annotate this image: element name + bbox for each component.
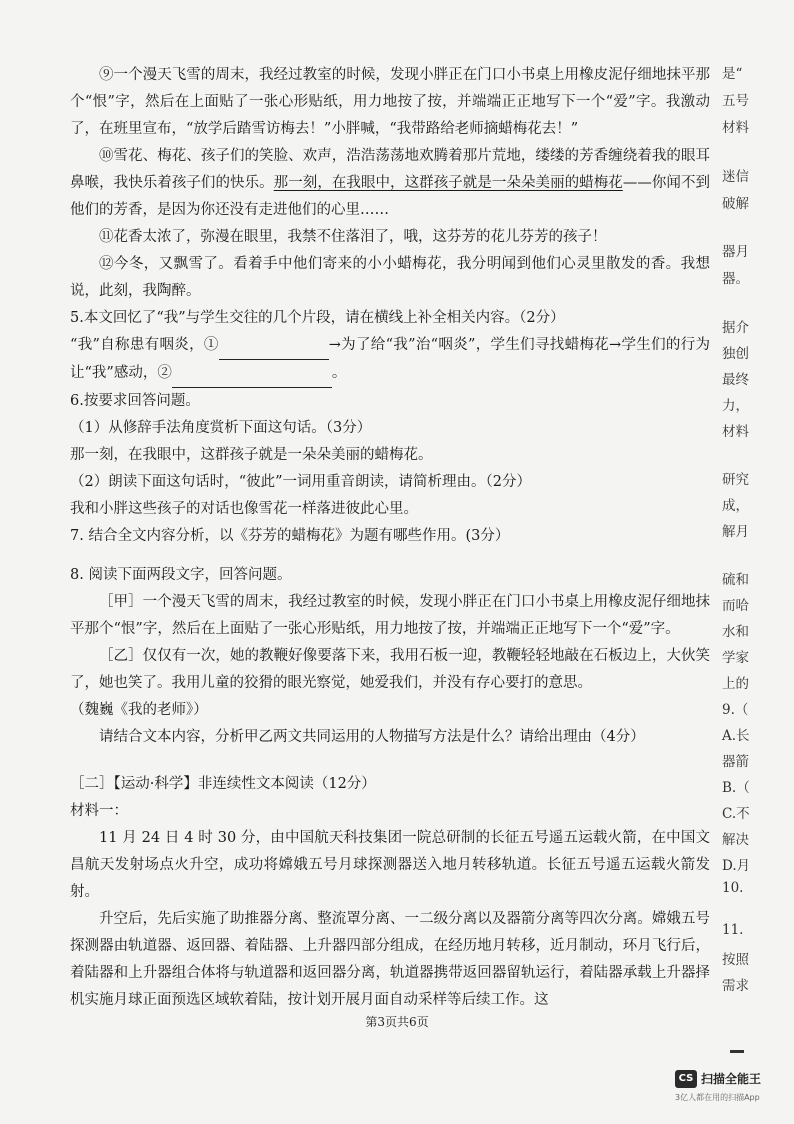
margin-fragment: 五号 [722,93,749,109]
margin-fragment: C.不 [722,806,750,822]
margin-fragment: 独创 [722,346,749,362]
scan-mark [730,1050,744,1053]
margin-fragment: 10. [722,880,744,896]
margin-fragment: 按照 [722,952,749,968]
margin-fragment: 材料 [722,424,749,440]
paragraph-10 [70,143,710,224]
question-6: 6.按要求回答问题。 [70,393,200,409]
margin-fragment: D.月 [722,858,751,874]
q5-end: 。 [331,365,347,381]
q5-part-a: “我”自称患有咽炎，① [70,337,219,353]
margin-fragment: B.（ [722,780,750,796]
margin-fragment: 研究 [722,472,749,488]
material-1-paragraph-1: 11 月 24 日 4 时 30 分，由中国航天科技集团一院总研制的长征五号遥五运载火箭，在中国文昌航天发射场点火升空，成功将嫦娥五号月球探测器送入地月转移轨道。长征五号遥五运载火箭发射。 [70,830,710,900]
margin-fragment: 据介 [722,320,749,336]
question-6-1-quote: 那一刻，在我眼中，这群孩子就是一朵朵美丽的蜡梅花。 [70,447,433,463]
margin-fragment: 解月 [722,524,749,540]
margin-fragment: 学家 [722,650,749,666]
question-8-excerpt-yi: ［乙］仅仅有一次，她的教鞭好像要落下来，我用石板一迎，教鞭轻轻地敲在石板边上，大伙笑了，她也笑了。我用儿童的狡猾的眼光察觉，她爱我们，并没有存心要打的意思。 [70,648,710,691]
scanner-watermark [675,1070,785,1110]
margin-fragment: 最终 [722,372,749,388]
paragraph-10-lead: ⑩雪花、梅花、孩子们的笑脸、欢声，浩浩荡荡地欢腾着那片荒地，缕缕的芳香缠绕着我的眼耳鼻喉，我快乐着孩子们的快乐。 [70,148,710,191]
material-1-paragraph-2: 升空后，先后实施了助推器分离、整流罩分离、一二级分离以及器箭分离等四次分离。嫦娥五号探测器由轨道器、返回器、着陆器、上升器四部分组成，在经历地月转移，近月制动，环月飞行后，着陆器和上升器组合体将与轨道器和返回器分离，轨道器携带返回器留轨运行，着陆器承载上升器择机实施月球正面预选区域软着陆，按计划开展月面自动采样等后续工作。这 [70,911,710,1008]
margin-fragment: 解决 [722,832,749,848]
q5-part-b: →为了给“我”治“咽炎”，学生们寻找蜡梅花→学生们的行为让“我”感动，② [70,337,710,381]
question-5: 5.本文回忆了“我”与学生交往的几个片段，请在横线上补全相关内容。（2分） [70,310,565,326]
margin-fragment: 11. [722,922,744,938]
answer-blank-2[interactable] [172,360,332,388]
margin-fragment: 硫和 [722,572,749,588]
margin-fragment: A.长 [722,728,750,744]
margin-fragment: 是“ [722,66,743,82]
page-number: 第3页共6页 [365,1015,429,1029]
paragraph-12: ⑫今冬，又飘雪了。看着手中他们寄来的小小蜡梅花，我分明闻到他们心灵里散发的香。我想说，此刻，我陶醉。 [70,256,710,299]
margin-fragment: 成， [722,498,749,514]
answer-blank-1[interactable] [219,332,329,360]
question-8-prompt: 请结合文本内容，分析甲乙两文共同运用的人物描写方法是什么？请给出理由（4分） [99,729,645,745]
paragraph-11: ⑪花香太浓了，弥漫在眼里，我禁不住落泪了，哦，这芬芳的花儿芬芳的孩子！ [99,229,607,245]
scanner-tagline: 3亿人都在用的扫描App [675,1093,760,1102]
paragraph-9: ⑨一个漫天飞雪的周末，我经过教室的时候，发现小胖正在门口小书桌上用橡皮泥仔细地抹平那个“恨”字，然后在上面贴了一张心形贴纸，用力地按了按，并端端正正地写下一个“爱”字。我激动了，在班里宣布，“放学后踏雪访梅去！”小胖喊，“我带路给老师摘蜡梅花去！” [70,67,710,137]
margin-fragment: 力， [722,398,749,414]
material-1-label: 材料一： [70,803,128,819]
paragraph-10-tail: ——你闻不到他们的芳香，是因为你还没有走进他们的心里…… [70,175,711,218]
question-8: 8. 阅读下面两段文字，回答问题。 [70,567,292,583]
question-6-1: （1）从修辞手法角度赏析下面这句话。（3分） [70,420,372,436]
margin-fragment: 破解 [722,196,749,212]
margin-fragment: 9.（ [722,702,749,718]
question-6-2-quote: 我和小胖这些孩子的对话也像雪花一样落进彼此心里。 [70,501,418,517]
margin-fragment: 上的 [722,676,749,692]
scanner-logo-icon: CS [675,1070,697,1088]
question-7: 7. 结合全文内容分析，以《芬芳的蜡梅花》为题有哪些作用。(3分） [70,528,510,544]
question-6-2: （2）朗读下面这句话时，“彼此”一词用重音朗读，请简析理由。（2分） [70,474,532,490]
margin-fragment: 器月 [722,244,749,260]
question-5-answer-line [70,332,710,388]
question-8-source: （魏巍《我的老师》） [70,702,208,718]
margin-fragment: 水和 [722,624,749,640]
margin-fragment: 器。 [722,271,749,287]
margin-fragment: 材料 [722,120,749,136]
question-8-excerpt-jia: ［甲］一个漫天飞雪的周末，我经过教室的时候，发现小胖正在门口小书桌上用橡皮泥仔细地抹平那个“恨”字，然后在上面贴了一张心形贴纸，用力地按了按，并端端正正地写下一个“爱”字。 [70,594,710,637]
margin-fragment: 迷信 [722,169,749,185]
margin-fragment: 器箭 [722,754,749,770]
margin-fragment: 需求 [722,978,749,994]
underlined-sentence: 那一刻，在我眼中，这群孩子就是一朵朵美丽的蜡梅花 [273,175,623,191]
section-2-heading: ［二］【运动·科学】非连续性文本阅读（12分） [70,776,376,792]
scanner-app-name: 扫描全能王 [701,1072,762,1086]
main-column [70,62,710,1014]
margin-fragment: 而哈 [722,598,749,614]
